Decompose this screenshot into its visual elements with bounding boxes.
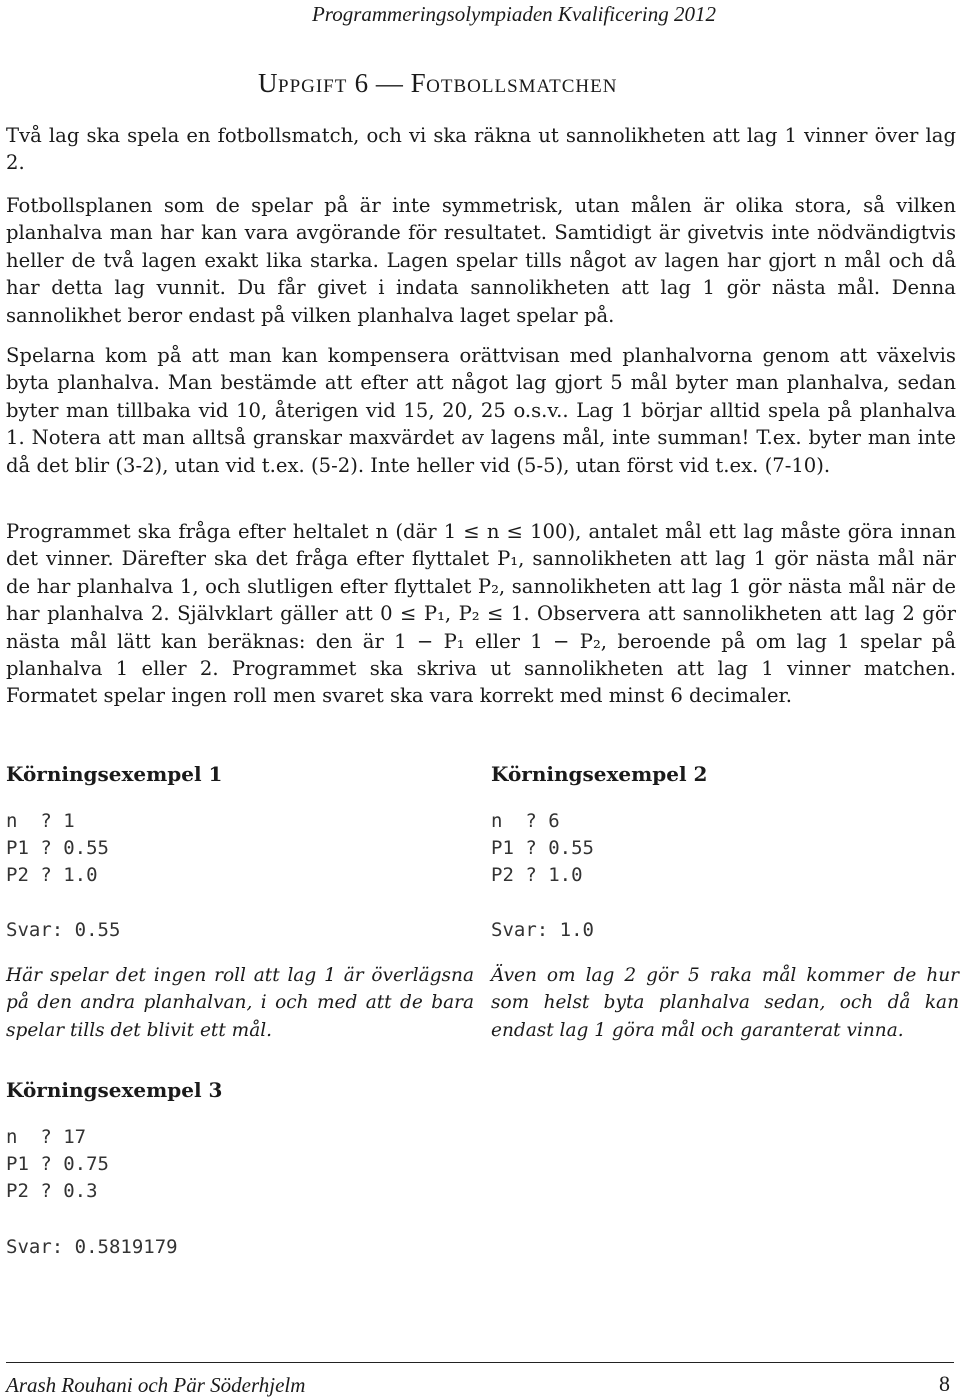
example-2-heading: Körningsexempel 2 <box>491 762 708 786</box>
example-2-note: Även om lag 2 gör 5 raka mål kommer de hur som helst byta planhalva sedan, och då kan endast lag 1 göra mål och garanterat vinna. <box>491 965 959 1041</box>
example-2-answer: Svar: 1.0 <box>491 919 594 941</box>
example-1-heading: Körningsexempel 1 <box>6 762 223 786</box>
example-3-input-p1: P1 ? 0.75 <box>6 1153 109 1175</box>
paragraph-intro: Två lag ska spela en fotbollsmatch, och vi ska räkna ut sannolikheten att lag 1 vinner över lag 2. <box>6 124 956 175</box>
example-2-input-p1: P1 ? 0.55 <box>491 837 594 859</box>
paragraph-switching: Spelarna kom på att man kan kompensera orättvisan med planhalvorna genom att växelvis byta planhalva. Man bestämde att efter att något lag gjort 5 mål byter man planhalva, sedan byter man tillbaka vid 10, återigen vid 15, 20, 25 o.s.v.. Lag 1 börjar alltid spela på planhalva 1. Notera att man alltså granskar maxvärdet av lagens mål, inte summan! T.ex. byter man inte då det blir (3-2), utan vid t.ex. (5-2). Inte heller vid (5-5), utan först vid t.ex. (7-10). <box>6 344 956 477</box>
example-3-answer: Svar: 0.5819179 <box>6 1236 178 1258</box>
example-3-heading: Körningsexempel 3 <box>6 1078 223 1102</box>
example-1-input-p2: P2 ? 1.0 <box>6 864 98 886</box>
example-1-input-p1: P1 ? 0.55 <box>6 837 109 859</box>
example-1-answer: Svar: 0.55 <box>6 919 121 941</box>
example-2-input-p2: P2 ? 1.0 <box>491 864 583 886</box>
problem-title: UPPGIFT 6 — FOTBOLLSMATCHEN <box>258 68 618 98</box>
example-1-input-n: n ? 1 <box>6 810 75 832</box>
page-number: 8 <box>939 1371 950 1396</box>
example-1-note: Här spelar det ingen roll att lag 1 är överlägsna på den andra planhalvan, i och med att de bara spelar tills det blivit ett mål. <box>6 965 474 1041</box>
paragraph-program: Programmet ska fråga efter heltalet n (där 1 ≤ n ≤ 100), antalet mål ett lag måste göra innan det vinner. Därefter ska det fråga efter flyttalet P₁, sannolikheten att lag 1 gör nästa mål när de har planhalva 1, och slutligen efter flyttalet P₂, sannolikheten att lag 1 gör nästa mål när de har planhalva 2. Självklart gäller att 0 ≤ P₁, P₂ ≤ 1. Observera att sannolikheten att lag 2 gör nästa mål lätt kan beräknas: den är 1 − P₁ eller 1 − P₂, beroende på om lag 1 spelar på planhalva 1 eller 2. Programmet ska skriva ut sannolikheten att lag 1 vinner matchen. Formatet spelar ingen roll men svaret ska vara korrekt med minst 6 decimaler. <box>6 520 956 708</box>
example-2-input-n: n ? 6 <box>491 810 560 832</box>
footer-divider <box>6 1362 954 1363</box>
paragraph-field: Fotbollsplanen som de spelar på är inte symmetrisk, utan målen är olika stora, så vilken planhalva man har kan vara avgörande för resultatet. Samtidigt är givetvis inte nödvändigtvis heller de två lagen exakt lika starka. Lagen spelar tills något av lagen har gjort n mål och då har detta lag vunnit. Du får givet i indata sannolikheten att lag 1 gör nästa mål. Denna sannolikhet beror endast på vilken planhalva laget spelar på. <box>6 194 956 327</box>
footer-authors: Arash Rouhani och Pär Söderhjelm <box>6 1373 306 1397</box>
example-3-input-n: n ? 17 <box>6 1126 87 1148</box>
running-header: Programmeringsolympiaden Kvalificering 2012 <box>311 2 716 26</box>
example-3-input-p2: P2 ? 0.3 <box>6 1180 98 1202</box>
